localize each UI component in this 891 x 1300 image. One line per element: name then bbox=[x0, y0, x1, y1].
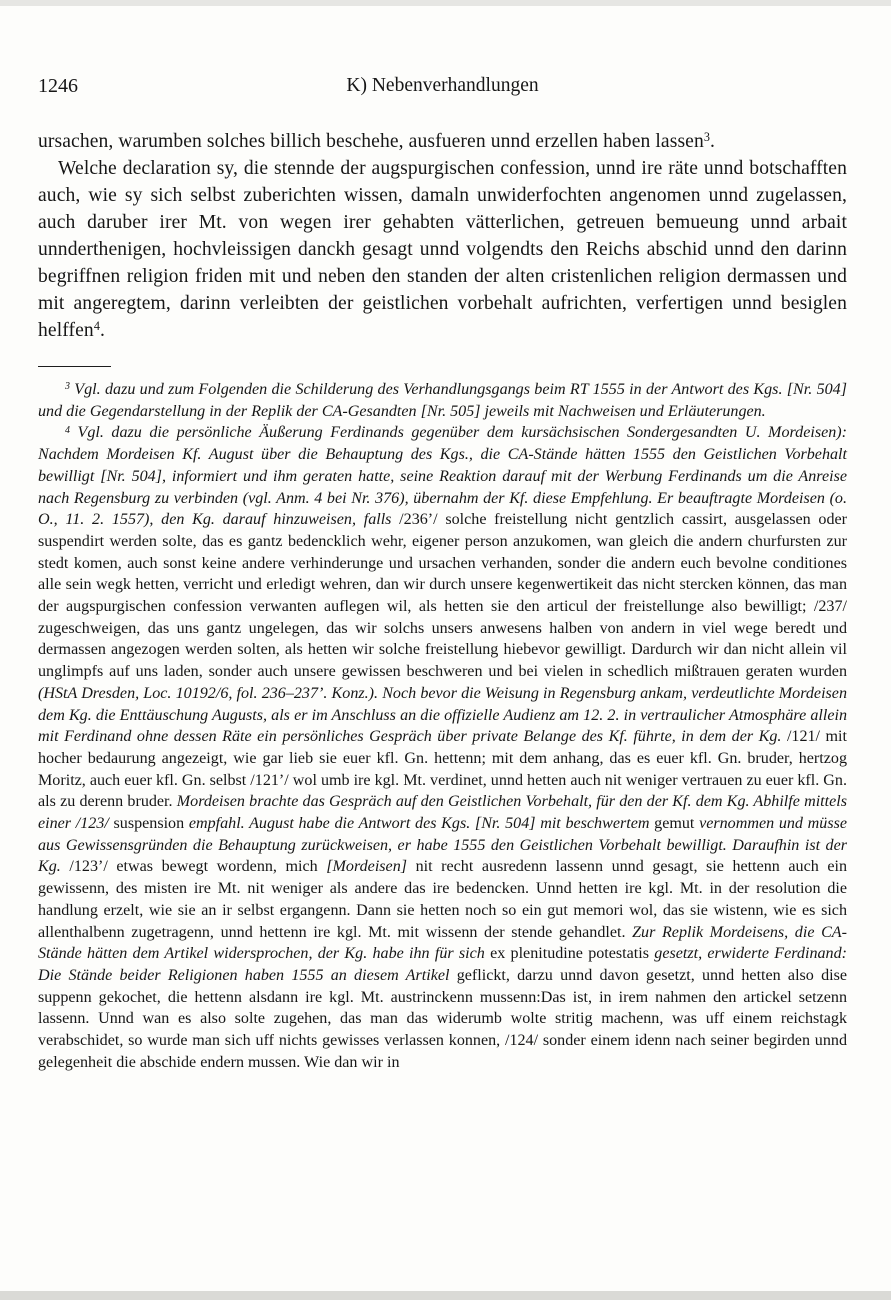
text-segment: . bbox=[710, 131, 716, 152]
footnote bbox=[38, 422, 847, 1073]
text-segment: geflickt, darzu unnd davon gesetzt, unnd hetten also dise suppenn gekochet, die hettenn alsdann ire kgl. Mt. austrinckenn mussenn:Das ist, in irem nahmen den artickel setzenn lassenn. Unnd wan es also solte zugehen, das man das widerumb wolte stritig machenn, was uff einem reichstagk verabschidet, so wurde man sich uff nichts gewisses verlassen konnen, /124/ sonder einem idenn nach seiner begirden unnd gelegenheit die abschide endern mussen. Wie dan wir in bbox=[38, 966, 848, 1071]
text-segment: . bbox=[100, 320, 105, 341]
running-header: K) Nebenverhandlungen bbox=[346, 75, 539, 96]
footnote-marker: 3 bbox=[703, 130, 711, 145]
page-header bbox=[38, 74, 847, 100]
footnote bbox=[38, 379, 847, 422]
text-segment: empfahl. August habe die Antwort des Kgs. [Nr. 504] mit beschwertem bbox=[184, 815, 655, 833]
footnote-marker: 4 bbox=[65, 424, 70, 436]
text-segment: vernommen und müsse aus Gewissensgründen die Behauptung zurückweisen, er habe 1555 den Geistlichen Vorbehalt bewilligt. Daraufhin ist der Kg. bbox=[38, 815, 847, 876]
text-segment: /121/ mit hocher bedaurung angezeigt, wie gar lieb sie euer kfl. Gn. hettenn; mit dem anhang, das es euer kfl. Gn. bruder, hertzog Moritz, auch euer kfl. Gn. selbst /121’/ wol umb ire kgl. Mt. verdinet, unnd hetten auch nit weniger vertrauen zu euer kfl. Gn. als zu derenn bruder. bbox=[38, 728, 847, 811]
text-segment: [Mordeisen] bbox=[326, 858, 408, 876]
text-segment: gemut bbox=[654, 815, 700, 833]
body-paragraph bbox=[38, 128, 847, 155]
footnote-block bbox=[38, 379, 847, 1074]
text-segment: suspension bbox=[113, 815, 185, 833]
footnote-marker: 3 bbox=[65, 381, 70, 393]
footnote-separator bbox=[38, 366, 111, 367]
footnote-marker: 4 bbox=[93, 319, 100, 334]
text-segment: Zur Replik Mordeisens, die CA-Stände hätten dem Artikel widersprochen, der Kg. habe ihn für sich bbox=[38, 923, 848, 963]
scan-edge-bottom bbox=[0, 1291, 891, 1300]
text-segment: nit recht ausredenn lassenn unnd gesagt, sie hettenn auch ein gewissenn, des misten ire Mt. nit weniger als andere das ire bedencken. Unnd hetten ire kgl. Mt. in der resolution die handlung erzelt, wie sie an ir selbst ergangenn. Dann sie hetten noch so ein gut memori wol, das sie wistenn, wie es sich allenthalbenn zugetragenn, unnd hettenn ire kgl. Mt. mit wissenn der stende gehandlet. bbox=[38, 858, 847, 941]
scan-edge-top bbox=[0, 0, 891, 6]
main-text-block bbox=[38, 128, 847, 344]
text-segment: Welche declaration sy, die stennde der augspurgischen confession, unnd ire räte unnd botschafften auch, wie sy sich selbst zuberichten wissen, damaln unwiderfochten angenomen unnd zugelassen, auch daruber irer Mt. von wegen irer gehabten vätterlichen, getreuen bemueung unnd arbait unnderthenigen, hochvleissigen danckh gesagt unnd volgendts den Reichs abschid unnd den darinn begriffnen religion friden mit und neben den standen der alten cristenlichen religion dermassen und mit angeregtem, darinn verleibten der geistlichen vorbehalt aufrichten, verfertigen unnd besiglen helffen bbox=[38, 158, 847, 341]
text-segment: ursachen, warumben solches billich beschehe, ausfueren unnd erzellen haben lassen bbox=[38, 131, 704, 152]
body-paragraph bbox=[38, 155, 847, 344]
text-segment: /123’/ etwas bewegt wordenn, mich bbox=[69, 858, 327, 876]
text-segment: /236’/ solche freistellung nicht gentzlich cassirt, ausgelassen oder suspendirt werden solte, das es gantz bedencklich wehr, eigener person anzukomen, wan gleich die andern churfursten zur stedt komen, auch sonst keine andere verhinderunge und ursachen verhanden, sonder die andern euch bevolne conditiones alle sein wegk hetten, verricht und erledigt wehren, dan wir durch unsere kegenwertikeit das nicht stercken können, das man der augspurgischen confession verwanten auflegen wil, als hetten sie den articul der freistellunge also bewilligt; /237/ zugeschweigen, das uns gantz ungelegen, das wir solchs unsers anwesens halben von andern in viel wege beredt und dermassen angezogen werden solten, als hetten wir solche freistellung hiebevor gewilligt. Dardurch wir dan nicht allein vil unglimpfs auf uns laden, sonder auch unsere gewissen beschweren und bei vielen in schedlich mißtrauen geraten wurden bbox=[38, 511, 847, 681]
text-segment: Vgl. dazu und zum Folgenden die Schilderung des Verhandlungsgangs beim RT 1555 in der Antwort des Kgs. [Nr. 504] und die Gegendarstellung in der Replik der CA-Gesandten [Nr. 505] jeweils mit Nachweisen und Erläuterungen. bbox=[38, 381, 847, 420]
page-number: 1246 bbox=[38, 75, 78, 97]
text-segment: Vgl. dazu die persönliche Äußerung Ferdinands gegenüber dem kursächsischen Sondergesandten U. Mordeisen): Nachdem Mordeisen Kf. August über die Behauptung des Kgs., die CA-Stände hätten 1555 den Geistlichen Vorbehalt bewilligt [Nr. 504], informiert und ihm geraten hatte, seine Reaktion darauf mit der Werbung Ferdinands um die Anreise nach Regensburg zu verbinden (vgl. Anm. 4 bei Nr. 376), übernahm der Kf. diese Empfehlung. Er beauftragte Mordeisen (o. O., 11. 2. 1557), den Kg. darauf hinzuweisen, falls bbox=[38, 424, 847, 529]
text-segment: Mordeisen brachte das Gespräch auf den Geistlichen Vorbehalt, für den der Kf. dem Kg. Abhilfe mittels einer /123/ bbox=[38, 793, 847, 833]
text-segment: ex plenitudine potestatis bbox=[490, 945, 655, 963]
text-segment: (HStA Dresden, Loc. 10192/6, fol. 236–237’. Konz.). Noch bevor die Weisung in Regensburg ankam, verdeutlichte Mordeisen dem Kg. die Enttäuschung Augusts, als er im Anschluss an die offizielle Audienz am 12. 2. in vertraulicher Atmosphäre allein mit Ferdinand ohne dessen Räte ein persönliches Gespräch über private Belange des Kf. führte, in dem der Kg. bbox=[38, 684, 847, 746]
text-segment: gesetzt, erwiderte Ferdinand: Die Stände beider Religionen haben 1555 an diesem Artikel bbox=[38, 945, 847, 984]
